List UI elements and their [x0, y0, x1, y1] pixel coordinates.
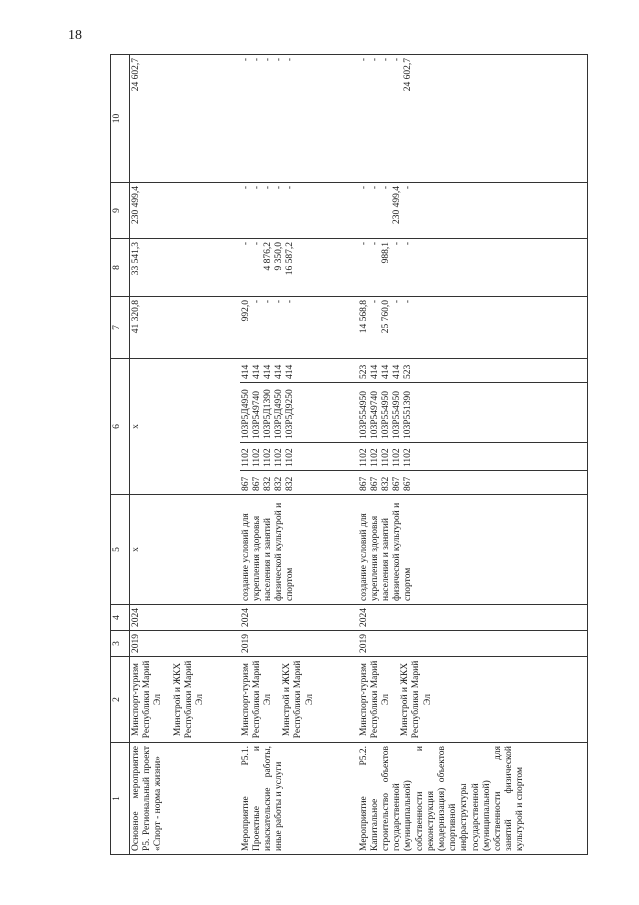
vr-code: 523: [358, 364, 369, 379]
grbs-code: 832: [380, 476, 391, 491]
value: -: [380, 58, 391, 62]
rz-code: 1102: [380, 448, 391, 467]
csr-cell: [240, 383, 358, 443]
measure-name: Мероприятие Р5.2. Капитальное строительство объектов государственной (муниципальной) собственности и реконструкция (модернизация) объектов спортивной инфраструктуры государственной (муниципальной) собственности для занятий физической культурой и спортом: [358, 743, 588, 855]
grbs-code: 867: [403, 476, 414, 491]
vr-code: 414: [251, 364, 262, 379]
header-col-2: 2: [111, 657, 130, 743]
value: -: [392, 58, 403, 62]
vr-cell: [240, 359, 358, 383]
value: -: [369, 242, 380, 246]
goal-cell: создание условий для укрепления здоровья населения и занятий физической культурой и спортом: [240, 495, 358, 605]
value-col-7: 41 320,8: [130, 297, 240, 359]
header-col-5: 5: [111, 495, 130, 605]
vr-code: 414: [285, 364, 296, 379]
table-row-measure-p5-1: [240, 55, 358, 855]
budget-codes-cell: x: [130, 359, 240, 495]
executors-cell: [240, 657, 358, 743]
value: 9 350,0: [274, 242, 285, 271]
value: -: [274, 186, 285, 190]
value-col-8: 33 541,3: [130, 239, 240, 297]
header-col-8: 8: [111, 239, 130, 297]
vr-code: 414: [392, 364, 403, 379]
value: -: [380, 186, 391, 190]
value: -: [251, 300, 262, 304]
value: -: [285, 186, 296, 190]
measure-name: Мероприятие Р5.1. Проектные и изыскательские работы, иные работы и услуги: [240, 743, 358, 855]
grbs-code: 867: [240, 476, 251, 491]
csr-code: 103Р5Д4950: [274, 389, 285, 439]
csr-code: 103Р5Д1390: [262, 389, 273, 439]
value: -: [285, 58, 296, 62]
grbs-code: 832: [262, 476, 273, 491]
grbs-code: 867: [369, 476, 380, 491]
value: -: [369, 186, 380, 190]
grbs-code: 832: [274, 476, 285, 491]
csr-code: 103Р5Д4950: [240, 389, 251, 439]
rz-cell: [240, 443, 358, 471]
value: -: [285, 300, 296, 304]
rotated-table-container: [110, 55, 610, 855]
executors-cell: [130, 657, 240, 743]
value: -: [251, 58, 262, 62]
executor: Минспорт-туризм Республики Марий Эл: [240, 660, 273, 739]
header-row: [111, 55, 130, 855]
value: -: [240, 242, 251, 246]
goal-cell: создание условий для укрепления здоровья населения и занятий физической культурой и спортом: [358, 495, 588, 605]
value: 14 568,8: [358, 300, 369, 334]
value: 25 760,0: [380, 300, 391, 334]
csr-code: 103Р549740: [251, 390, 262, 439]
value: -: [392, 300, 403, 304]
grbs-code: 832: [285, 476, 296, 491]
header-col-9: 9: [111, 183, 130, 239]
value: -: [358, 58, 369, 62]
end-year: 2024: [240, 605, 358, 631]
start-year: 2019: [240, 631, 358, 657]
header-col-6: 6: [111, 359, 130, 495]
rz-code: 1102: [262, 448, 273, 467]
rz-code: 1102: [403, 448, 414, 467]
csr-code: 103Р554950: [358, 390, 369, 439]
rz-code: 1102: [285, 448, 296, 467]
grbs-code: 867: [251, 476, 262, 491]
csr-cell: [358, 383, 588, 443]
value: 24 602,7: [403, 58, 414, 92]
page-number: 18: [68, 28, 82, 43]
value: -: [369, 300, 380, 304]
executor: Минстрой и ЖКХ Республики Марий Эл: [282, 660, 315, 739]
grbs-cell: [358, 471, 588, 495]
table-row-main-measure: [130, 55, 240, 855]
header-col-1: 1: [111, 743, 130, 855]
rz-code: 1102: [392, 448, 403, 467]
rz-cell: [358, 443, 588, 471]
value: -: [251, 242, 262, 246]
vr-cell: [358, 359, 588, 383]
executor: Минспорт-туризм Республики Марий Эл: [131, 660, 164, 739]
value-col-8: [240, 239, 358, 297]
value-col-10: [358, 55, 588, 183]
vr-code: 414: [380, 364, 391, 379]
value: 988,1: [380, 242, 391, 264]
value: -: [403, 186, 414, 190]
csr-code: 103Р549740: [369, 390, 380, 439]
table-row-measure-p5-2: [358, 55, 588, 855]
csr-code: 103Р551390: [403, 390, 414, 439]
rz-code: 1102: [240, 448, 251, 467]
executor: Минстрой и ЖКХ Республики Марий Эл: [172, 660, 206, 739]
value: -: [274, 58, 285, 62]
value: -: [392, 242, 403, 246]
header-col-4: 4: [111, 605, 130, 631]
grbs-cell: [240, 471, 358, 495]
vr-code: 414: [262, 364, 273, 379]
value: -: [403, 242, 414, 246]
rz-code: 1102: [251, 448, 262, 467]
value-col-9: [358, 183, 588, 239]
value: -: [262, 300, 273, 304]
value: 992,0: [240, 300, 251, 322]
csr-code: 103Р5Д9250: [285, 389, 296, 439]
rz-code: 1102: [358, 448, 369, 467]
executor: Минспорт-туризм Республики Марий Эл: [358, 660, 391, 739]
end-year: 2024: [130, 605, 240, 631]
vr-code: 523: [403, 364, 414, 379]
measure-name: Основное мероприятие Р5. Региональный проект «Спорт - норма жизни»: [130, 743, 240, 855]
value-col-10: [240, 55, 358, 183]
header-col-3: 3: [111, 631, 130, 657]
value: 4 876,2: [262, 242, 273, 271]
value: -: [240, 186, 251, 190]
executor: Минстрой и ЖКХ Республики Марий Эл: [400, 660, 433, 739]
header-col-7: 7: [111, 297, 130, 359]
value-col-9: [240, 183, 358, 239]
rz-code: 1102: [274, 448, 285, 467]
start-year: 2019: [130, 631, 240, 657]
vr-code: 414: [240, 364, 251, 379]
value: -: [403, 300, 414, 304]
value: -: [262, 58, 273, 62]
goal-cell: x: [130, 495, 240, 605]
program-measures-table: [110, 54, 588, 855]
value-col-7: [358, 297, 588, 359]
grbs-code: 867: [358, 476, 369, 491]
value-col-10: 24 602,7: [130, 55, 240, 183]
csr-code: 103Р554950: [392, 390, 403, 439]
value: -: [358, 186, 369, 190]
end-year: 2024: [358, 605, 588, 631]
value-col-9: 230 499,4: [130, 183, 240, 239]
value: -: [262, 186, 273, 190]
value: -: [274, 300, 285, 304]
value: -: [369, 58, 380, 62]
value: -: [251, 186, 262, 190]
executors-cell: [358, 657, 588, 743]
vr-code: 414: [274, 364, 285, 379]
value-col-8: [358, 239, 588, 297]
start-year: 2019: [358, 631, 588, 657]
header-col-10: 10: [111, 55, 130, 183]
value: 230 499,4: [392, 186, 403, 224]
csr-code: 103Р554950: [380, 390, 391, 439]
value-col-7: [240, 297, 358, 359]
value: -: [358, 242, 369, 246]
value: -: [240, 58, 251, 62]
grbs-code: 867: [392, 476, 403, 491]
value: 16 587,2: [285, 242, 296, 276]
vr-code: 414: [369, 364, 380, 379]
rz-code: 1102: [369, 448, 380, 467]
